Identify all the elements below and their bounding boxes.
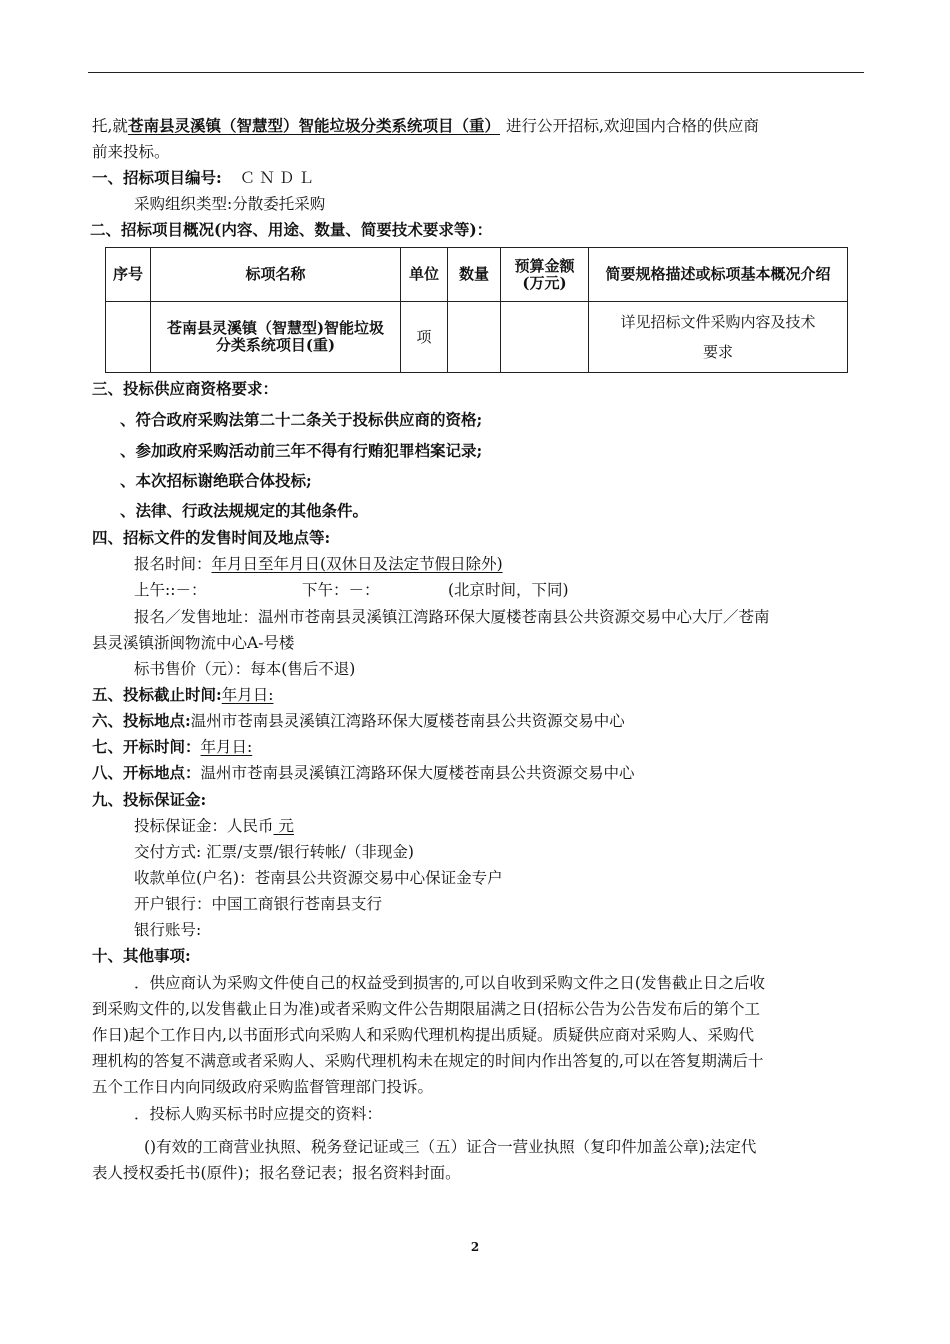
section-9-heading: 九、投标保证金:	[92, 790, 207, 809]
header-rule	[88, 72, 864, 73]
intro-suffix: 进行公开招标,欢迎国内合格的供应商	[505, 117, 759, 135]
table-header-row	[106, 248, 848, 302]
intro-prefix: 托,就	[92, 117, 128, 135]
sale-address-line-2: 县灵溪镇浙闽物流中心A-号楼	[92, 634, 295, 652]
col-header-budget: 预算金额(万元)	[501, 248, 589, 302]
section-8-heading: 八、开标地点：	[92, 763, 201, 782]
col-header-name: 标项名称	[151, 248, 401, 302]
bank-account: 银行账号:	[134, 921, 202, 939]
section-7-heading: 七、开标时间：	[92, 737, 201, 756]
bank-name: 开户银行：中国工商银行苍南县支行	[134, 895, 383, 913]
section-8	[92, 763, 635, 783]
intro-line-2: 前来投标。	[92, 143, 170, 161]
bid-items-table	[105, 247, 848, 373]
payee: 收款单位(户名)：苍南县公共资源交易中心保证金专户	[134, 869, 503, 887]
section-1-label: 一、招标项目编号:	[92, 168, 222, 187]
complaint-paragraph-line: 理机构的答复不满意或者采购人、采购代理机构未在规定的时间内作出答复的,可以在答复期满后十	[92, 1052, 764, 1070]
section-6-heading: 六、投标地点:	[92, 711, 191, 730]
materials-heading: ．投标人购买标书时应提交的资料：	[134, 1105, 383, 1123]
cell-desc	[589, 302, 848, 373]
bid-location: 温州市苍南县灵溪镇江湾路环保大厦楼苍南县公共资源交易中心	[190, 712, 625, 730]
col-header-unit: 单位	[401, 248, 448, 302]
payment-method: 交付方式: 汇票/支票/银行转帐/（非现金)	[134, 843, 414, 861]
section-6	[92, 711, 625, 731]
cell-budget	[501, 302, 589, 373]
section-5	[92, 685, 273, 705]
opening-location: 温州市苍南县灵溪镇江湾路环保大厦楼苍南县公共资源交易中心	[200, 764, 635, 782]
deposit-value: 元	[273, 817, 294, 835]
complaint-paragraph-line: 五个工作日内向同级政府采购监督管理部门投诉。	[92, 1078, 434, 1096]
registration-label: 报名时间：	[134, 555, 212, 573]
deposit-amount	[134, 816, 294, 836]
project-code: ＣＮＤＬ	[239, 169, 318, 187]
cell-name: 苍南县灵溪镇（智慧型)智能垃圾分类系统项目(重)	[151, 302, 401, 373]
cell-desc-line-1: 详见招标文件采购内容及技术	[620, 313, 816, 331]
complaint-paragraph-line: ．供应商认为采购文件使自己的权益受到损害的,可以自收到采购文件之日(发售截止日之后收	[134, 974, 765, 992]
cell-unit: 项	[401, 302, 448, 373]
section-5-heading: 五、投标截止时间:	[92, 685, 222, 704]
qualification-item: 、符合政府采购法第二十二条关于投标供应商的资格;	[120, 410, 483, 429]
section-10-heading: 十、其他事项:	[92, 946, 191, 965]
am-time: 上午::－：	[134, 581, 207, 599]
col-header-qty: 数量	[448, 248, 501, 302]
table-row	[106, 302, 848, 373]
qualification-item: 、参加政府采购活动前三年不得有行贿犯罪档案记录;	[120, 441, 483, 460]
deadline-value: 年月日:	[221, 686, 274, 704]
registration-value: 年月日至年月日(双休日及法定节假日除外)	[211, 555, 503, 573]
materials-line: ()有效的工商营业执照、税务登记证或三（五）证合一营业执照（复印件加盖公章);法定代	[144, 1138, 757, 1156]
section-4-heading: 四、招标文件的发售时间及地点等:	[92, 528, 331, 547]
cell-desc-line-2: 要求	[702, 343, 733, 361]
opening-time-value: 年月日:	[200, 738, 253, 756]
complaint-paragraph-line: 到采购文件的,以发售截止日为准)或者采购文件公告期限届满之日(招标公告为公告发布后的第个工	[92, 1000, 761, 1018]
registration-time	[134, 554, 503, 574]
section-3-heading: 三、投标供应商资格要求：	[92, 379, 279, 398]
cell-no	[106, 302, 151, 373]
section-2-heading: 二、招标项目概况(内容、用途、数量、简要技术要求等)：	[90, 220, 493, 239]
pm-time: 下午：－：	[302, 581, 380, 599]
timezone-note: (北京时间，下同)	[448, 581, 569, 599]
document-price: 标书售价（元）：每本(售后不退)	[134, 660, 356, 678]
col-header-desc: 简要规格描述或标项基本概况介绍	[589, 248, 848, 302]
deposit-label: 投标保证金：人民币	[134, 817, 274, 835]
org-type: 采购组织类型:分散委托采购	[134, 195, 326, 213]
cell-qty	[448, 302, 501, 373]
page-number: 2	[470, 1240, 480, 1254]
qualification-item: 、法律、行政法规规定的其他条件。	[120, 501, 369, 520]
project-name: 苍南县灵溪镇（智慧型）智能垃圾分类系统项目（重）	[127, 116, 500, 135]
intro-line	[92, 116, 759, 136]
section-7	[92, 737, 252, 757]
qualification-item: 、本次招标谢绝联合体投标;	[120, 471, 312, 490]
complaint-paragraph-line: 作日)起个工作日内,以书面形式向采购人和采购代理机构提出质疑。质疑供应商对采购人、采购代	[92, 1026, 754, 1044]
col-header-no: 序号	[106, 248, 151, 302]
materials-line: 表人授权委托书(原件)；报名登记表；报名资料封面。	[92, 1164, 461, 1182]
sale-address-line-1: 报名／发售地址：温州市苍南县灵溪镇江湾路环保大厦楼苍南县公共资源交易中心大厅／苍南	[134, 608, 770, 626]
section-1-heading	[92, 168, 318, 188]
